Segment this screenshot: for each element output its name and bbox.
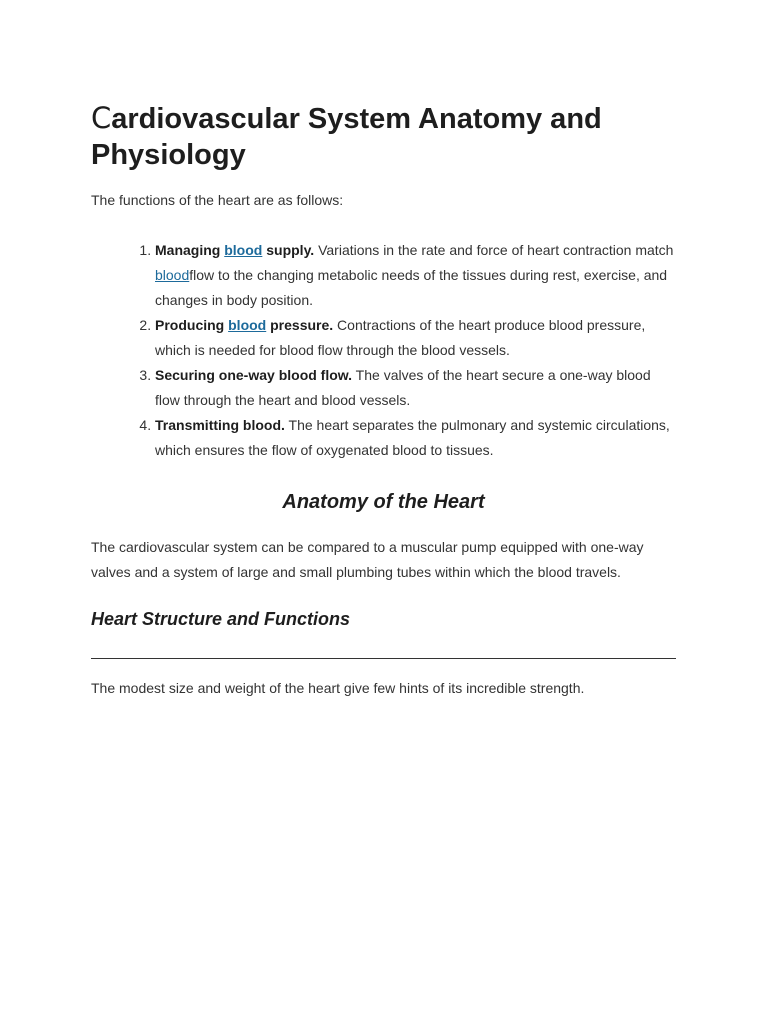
item-bold: Securing one-way blood flow. <box>155 367 353 383</box>
closing-paragraph: The modest size and weight of the heart give few hints of its incredible strength. <box>91 680 585 696</box>
item-text: Variations in the rate and force of heart contraction match <box>314 242 674 258</box>
item-text: The valves of the heart secure a one-way blood flow through the heart and blood vessels. <box>155 367 651 408</box>
item-bold-prefix: Producing <box>155 317 229 333</box>
title-first-letter: C <box>91 101 112 135</box>
blood-link[interactable]: blood <box>228 317 267 333</box>
item-bold-prefix: Managing <box>155 242 225 258</box>
blood-link[interactable]: blood <box>224 242 263 258</box>
section-paragraph: The cardiovascular system can be compared to a muscular pump equipped with one-way valves and a system of large and small plumbing tubes within which the blood travels. <box>91 539 644 580</box>
item-bold-suffix: supply. <box>262 242 315 258</box>
list-item <box>155 313 676 363</box>
item-bold <box>155 242 314 258</box>
divider <box>91 658 676 659</box>
intro-paragraph: The functions of the heart are as follows: <box>91 192 344 208</box>
item-bold-suffix: pressure. <box>266 317 334 333</box>
sub-heading: Heart Structure and Functions <box>91 609 351 629</box>
item-text: The heart separates the pulmonary and systemic circulations, which ensures the flow of oxygenated blood to tissues. <box>155 417 670 458</box>
item-text: Contractions of the heart produce blood pressure, which is needed for blood flow through the blood vessels. <box>155 317 646 358</box>
page-title <box>91 100 676 173</box>
item-bold: Transmitting blood. <box>155 417 285 433</box>
list-item <box>155 413 676 463</box>
list-item <box>155 363 676 413</box>
item-text-continued: flow to the changing metabolic needs of the tissues during rest, exercise, and changes in body position. <box>155 267 668 308</box>
section-heading: Anatomy of the Heart <box>282 491 485 513</box>
list-item <box>155 238 676 313</box>
title-rest: ardiovascular System Anatomy and Physiology <box>91 103 602 171</box>
heart-functions-list <box>91 238 676 463</box>
blood-inline-link[interactable]: blood <box>155 267 190 283</box>
item-bold <box>155 317 333 333</box>
